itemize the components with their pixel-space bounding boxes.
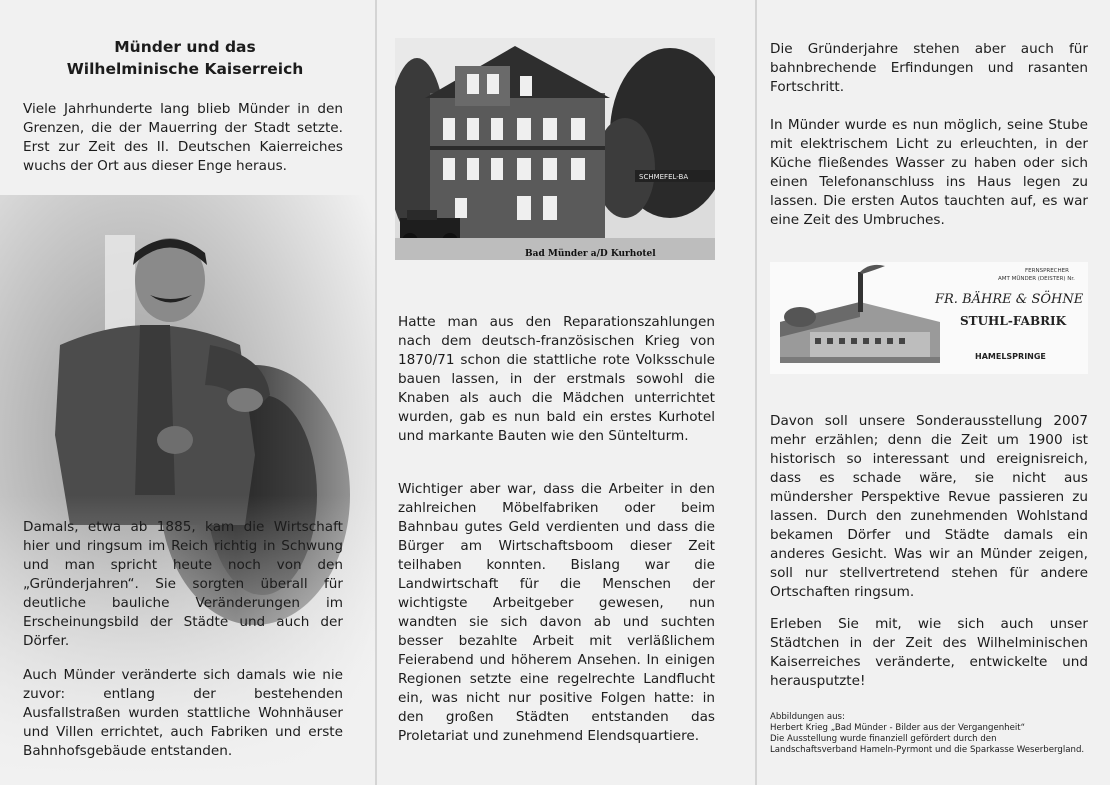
right-panel [755,0,1110,785]
erleben-paragraph: Erleben Sie mit, wie sich auch unser Städtchen in der Zeit des Wilhelminischen Kaiserreiches veränderte, entwickelte und herausputzte! [770,616,1088,689]
title-line-1: Münder und das [114,38,256,56]
page-title [60,36,310,80]
factory-product-name: STUHL-FABRIK [960,314,1067,328]
factory-place-name: HAMELSPRINGE [975,352,1046,361]
left-panel [0,0,375,785]
credits [770,712,1100,756]
credits-line-2: Herbert Krieg „Bad Münder - Bilder aus der Vergangenheit“ [770,723,1026,733]
kurhotel-photo [395,38,715,260]
credits-line-1: Abbildungen aus: [770,712,845,722]
gruenderjahre-paragraph: Damals, etwa ab 1885, kam die Wirtschaft hier und ringsum im Reich richtig in Schwung und man spricht heute noch von den „Gründerjahren“. Sie sorgten überall für deutliche bauliche Veränderungen im Erscheinungsbild der Städte und auch der Dörfer. [23,519,343,649]
erfindungen-paragraph: Die Gründerjahre stehen aber auch für bahnbrechende Erfindungen und rasanten Fortschritt. [770,41,1088,95]
sonderausstellung-paragraph: Davon soll unsere Sonderausstellung 2007 mehr erzählen; denn die Zeit um 1900 ist historisch so interessant und ereignisreich, dass es schade wäre, sie nicht aus mündersher Perspektive Revue passieren zu lassen. Durch den zunehmenden Wohlstand bekamen Dörfer und Städte damals ein anderes Gesicht. Was wir an Münder zeigen, soll nur stellvertretend stehen für andere Ortschaften ringsum. [770,413,1088,600]
wirtschaftsboom-paragraph: Wichtiger aber war, dass die Arbeiter in den zahlreichen Möbelfabriken oder beim Bahnbau gutes Geld verdienten und dass die Bürger am Wirtschaftsboom dieser Zeit teilhaben konnten. Bislang war die Landwirtschaft für die Menschen der wichtigste Arbeitgeber gewesen, nun wandten sie sich davon ab und suchten besser bezahlte Arbeit mit verläßlichem Feierabend und höherem Ansehen. In einigen Regionen setzte eine regelrechte Landflucht ein, was nicht nur positive Folgen hatte: in den großen Städten entstanden das Proletariat und zunehmend Elendsquartiere. [398,481,715,744]
intro-paragraph: Viele Jahrhunderte lang blieb Münder in den Grenzen, die der Mauerring der Stadt setzte. Erst zur Zeit des II. Deutschen Kaierreiches wuchs der Ort aus dieser Enge heraus. [23,101,343,174]
elektrizitaet-paragraph: In Münder wurde es nun möglich, seine Stube mit elektrischem Licht zu erleuchten, in der Küche fließendes Wasser zu haben oder sich einen Telefonanschluss ins Haus legen zu lassen. Die ersten Autos tauchten auf, es war eine Zeit des Umbruches. [770,117,1088,228]
reparation-paragraph: Hatte man aus den Reparationszahlungen nach dem deutsch-französischen Krieg von 1870/71 schon die stattliche rote Volksschule bauen lassen, in der erstmals sowohl die Knaben als auch die Mädchen unterrichtet wurden, gab es nun bald ein erstes Kurhotel und markante Bauten wie den Süntelturm. [398,314,715,444]
villen-paragraph: Auch Münder veränderte sich damals wie nie zuvor: entlang der bestehenden Ausfallstraßen wurden stattliche Wohnhäuser und Villen errichtet, auch Fabriken und erste Bahnhofsgebäude entstanden. [23,667,343,759]
factory-letterhead-image [770,262,1088,374]
title-line-2: Wilhelminische Kaiserreich [66,60,304,78]
letterhead-phone-line1: FERNSPRECHER [1025,268,1069,274]
middle-panel [375,0,755,785]
credits-line-4: Landschaftsverband Hameln-Pyrmont und die Sparkasse Weserbergland. [770,745,1085,755]
letterhead-phone-line2: AMT MÜNDER (DEISTER) Nr. [998,276,1075,282]
photo-sign-text: SCHMEFEL-BA [639,173,689,181]
photo-caption: Bad Münder a/D Kurhotel [525,249,656,259]
credits-line-3: Die Ausstellung wurde finanziell gefördert durch den [770,734,997,744]
factory-company-name: FR. BÄHRE & SÖHNE [935,292,1084,307]
